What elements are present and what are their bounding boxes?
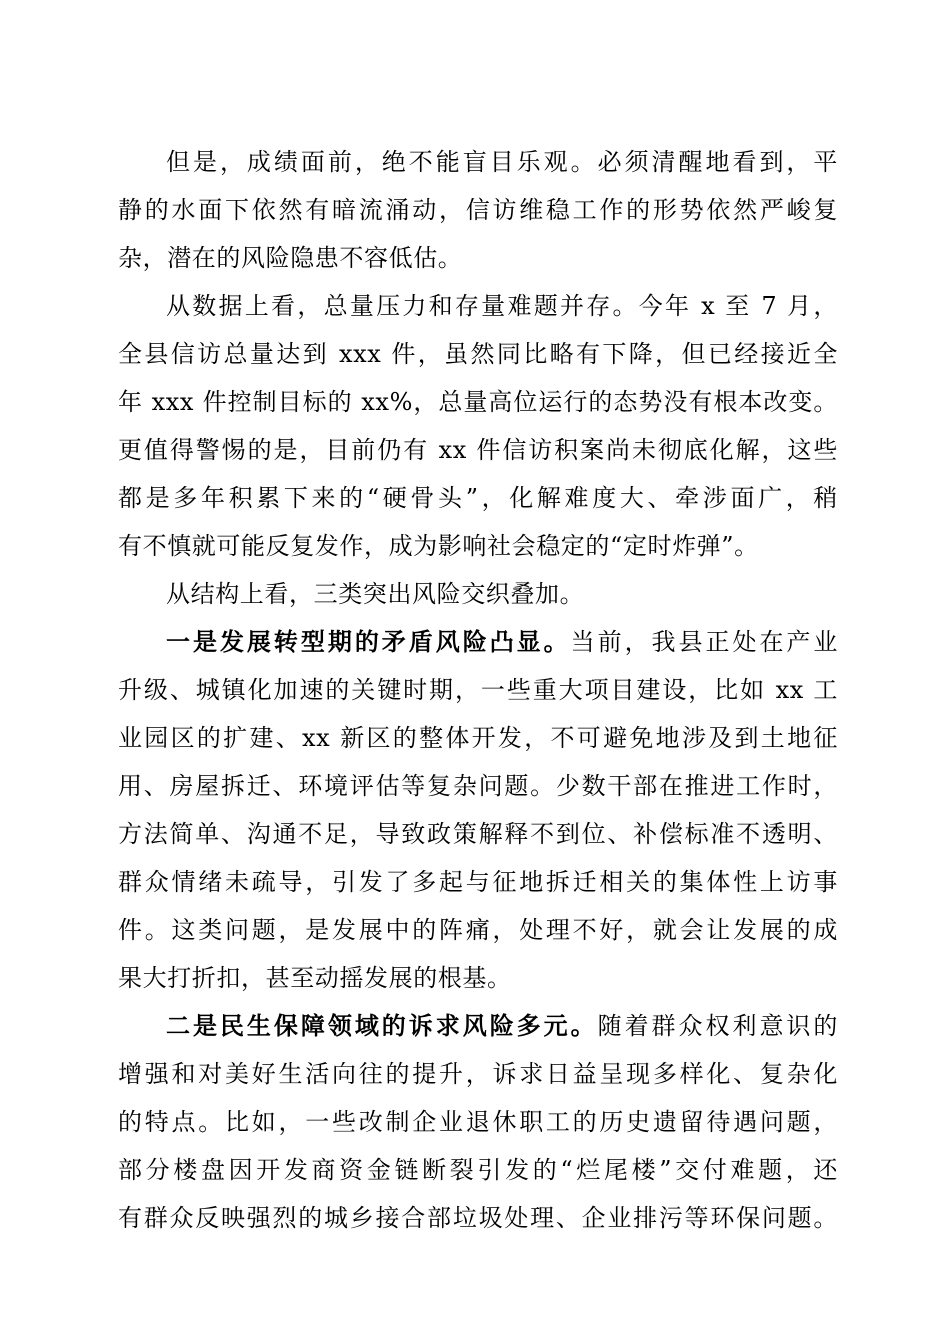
text-line	[118, 627, 838, 657]
text-body: 全县信访总量达到 xxx 件，虽然同比略有下降，但已经接近全	[118, 340, 838, 368]
text-body: 用、房屋拆迁、环境评估等复杂问题。少数干部在推进工作时，	[118, 772, 838, 800]
text-body: 果大打折扣，甚至动摇发展的根基。	[118, 964, 512, 992]
text-body: 年 xxx 件控制目标的 xx%，总量高位运行的态势没有根本改变。	[118, 388, 838, 416]
text-line	[118, 339, 838, 369]
text-line	[118, 243, 838, 273]
text-bold: 一是发展转型期的矛盾风险凸显。	[166, 627, 571, 656]
text-body: 群众情绪未疏导，引发了多起与征地拆迁相关的集体性上访事	[118, 868, 838, 896]
text-body: 业园区的扩建、xx 新区的整体开发，不可避免地涉及到土地征	[118, 724, 838, 752]
text-body: 的特点。比如，一些改制企业退休职工的历史遗留待遇问题，	[118, 1108, 838, 1136]
text-body: 更值得警惕的是，目前仍有 xx 件信访积案尚未彻底化解，这些	[118, 436, 838, 464]
text-line	[118, 915, 838, 945]
text-line	[118, 1203, 838, 1233]
text-line	[118, 483, 838, 513]
text-body: 杂，潜在的风险隐患不容低估。	[118, 244, 463, 272]
text-body: 静的水面下依然有暗流涌动，信访维稳工作的形势依然严峻复	[118, 196, 838, 224]
text-line	[118, 195, 838, 225]
text-line	[118, 675, 838, 705]
text-body: 但是，成绩面前，绝不能盲目乐观。必须清醒地看到，平	[166, 148, 838, 176]
text-body: 有不慎就可能反复发作，成为影响社会稳定的“定时炸弹”。	[118, 532, 759, 560]
text-bold: 二是民生保障领域的诉求风险多元。	[166, 1011, 598, 1040]
text-line	[118, 579, 838, 609]
text-line	[118, 1155, 838, 1185]
text-line	[118, 531, 838, 561]
text-line	[118, 819, 838, 849]
text-body: 方法简单、沟通不足，导致政策解释不到位、补偿标准不透明、	[118, 820, 838, 848]
text-line	[118, 291, 838, 321]
text-body: 有群众反映强烈的城乡接合部垃圾处理、企业排污等环保问题。	[118, 1204, 838, 1232]
text-line	[118, 1059, 838, 1089]
text-body: 随着群众权利意识的	[597, 1012, 838, 1040]
text-line	[118, 1011, 838, 1041]
text-body: 升级、城镇化加速的关键时期，一些重大项目建设，比如 xx 工	[118, 676, 838, 704]
text-body: 当前，我县正处在产业	[570, 628, 838, 656]
text-line	[118, 723, 838, 753]
text-line	[118, 147, 838, 177]
text-body: 件。这类问题，是发展中的阵痛，处理不好，就会让发展的成	[118, 916, 838, 944]
text-line	[118, 387, 838, 417]
text-line	[118, 435, 838, 465]
text-line	[118, 771, 838, 801]
text-line	[118, 963, 838, 993]
text-body: 从结构上看，三类突出风险交织叠加。	[166, 580, 585, 608]
text-line	[118, 867, 838, 897]
text-body: 增强和对美好生活向往的提升，诉求日益呈现多样化、复杂化	[118, 1060, 838, 1088]
text-body: 部分楼盘因开发商资金链断裂引发的“烂尾楼”交付难题，还	[118, 1156, 838, 1184]
text-line	[118, 1107, 838, 1137]
text-body: 都是多年积累下来的“硬骨头”，化解难度大、牵涉面广，稍	[118, 484, 838, 512]
text-body: 从数据上看，总量压力和存量难题并存。今年 x 至 7 月，	[166, 292, 838, 320]
